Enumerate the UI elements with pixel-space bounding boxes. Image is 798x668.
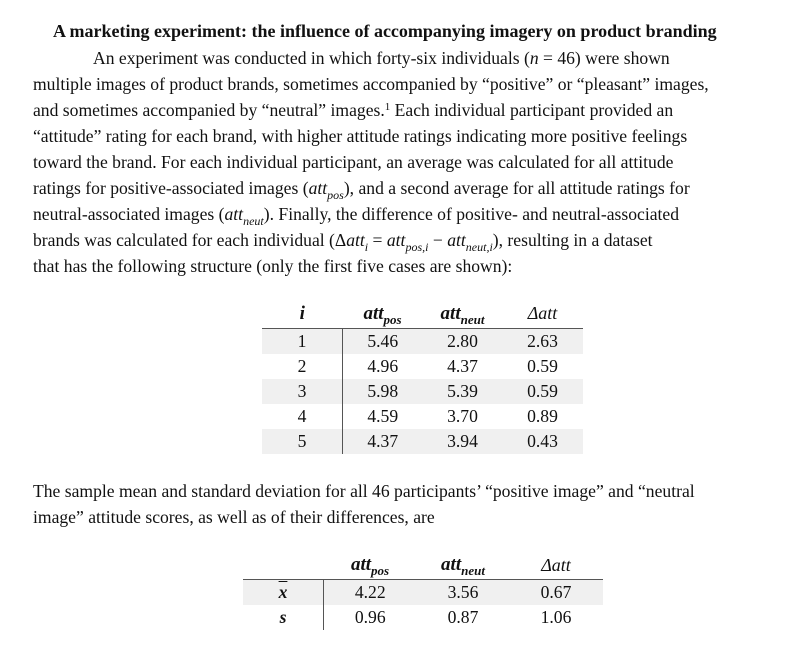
footnote-marker: 1: [384, 101, 391, 113]
text-line: and sometimes accompanied by “neutral” images.$^1$ Each individual participant provided an: [33, 100, 674, 120]
text-line: image” attitude scores, as well as of their differences, are: [33, 507, 435, 527]
row-label-mean: $\overline{x}$: [243, 580, 324, 606]
cell-att-neut: 3.94: [423, 429, 503, 454]
text-line: brands was calculated for each individual (Δatt$_i$ = att$_{pos,i}$ − att$_{neut,i}$), resulting in a dataset: [33, 230, 653, 254]
col-header-delta-att: Δatt: [510, 551, 603, 580]
col-header-att-pos: att$_{pos}$: [324, 551, 417, 580]
cell-att-pos: 5.98: [343, 379, 423, 404]
col-header-att-neut: att$_{neut}$: [423, 299, 503, 329]
cell-att-pos: 4.59: [367, 406, 399, 426]
col-header-att-neut: att$_{neut}$: [417, 551, 510, 580]
cell-delta-att: 0.43: [503, 429, 583, 454]
cell-att-neut: 3.70: [447, 406, 478, 426]
row-label-sd: s: [243, 605, 324, 630]
text-line: “attitude” rating for each brand, with higher attitude ratings indicating more positive feelings: [33, 126, 688, 146]
cell-delta-att: 1.06: [540, 607, 572, 627]
summary-table: [243, 551, 603, 630]
col-header-i: i: [262, 299, 343, 329]
text-line: that has the following structure (only the first five cases are shown):: [33, 256, 513, 276]
cell-delta-att: 0.67: [510, 580, 603, 606]
table-row: [262, 429, 583, 454]
intro-paragraph: [33, 45, 793, 279]
text-line: toward the brand. For each individual participant, an average was calculated for all attitude: [33, 152, 674, 172]
cell-att-pos: 4.96: [367, 356, 399, 376]
cell-att-neut: 3.56: [417, 580, 510, 606]
cell-i: 5: [262, 429, 343, 454]
table-row: [262, 354, 583, 379]
summary-paragraph: [33, 478, 793, 530]
col-header-delta-att: Δatt: [503, 299, 583, 329]
text-line: An experiment was conducted in which forty-six individuals (n = 46) were shown: [93, 48, 670, 68]
cell-delta-att: 2.63: [503, 329, 583, 355]
cell-att-neut: 2.80: [423, 329, 503, 355]
cases-table: [262, 299, 583, 454]
table-row-sd: [243, 605, 603, 630]
cell-att-pos: 4.37: [343, 429, 423, 454]
text-line: ratings for positive-associated images (att$_{pos}$), and a second average for all attitude ratings for: [33, 178, 690, 202]
cell-att-pos: 4.22: [324, 580, 417, 606]
cell-i: 3: [262, 379, 343, 404]
cell-i: 4: [262, 404, 343, 429]
text-line: neutral-associated images (att$_{neut}$). Finally, the difference of positive- and neutral-associated: [33, 204, 680, 228]
cell-i: 1: [262, 329, 343, 355]
text-line: The sample mean and standard deviation for all 46 participants’ “positive image” and “neutral: [33, 481, 695, 501]
cell-att-neut: 4.37: [447, 356, 478, 376]
cell-delta-att: 0.59: [527, 356, 558, 376]
cell-att-neut: 5.39: [423, 379, 503, 404]
document-title: A marketing experiment: the influence of accompanying imagery on product branding: [53, 21, 717, 41]
cell-i: 2: [262, 354, 343, 379]
table-row-mean: [243, 580, 603, 606]
cell-att-pos: 5.46: [343, 329, 423, 355]
text-line: multiple images of product brands, sometimes accompanied by “positive” or “pleasant” images,: [33, 74, 709, 94]
table-row: [262, 329, 583, 355]
col-header-blank: [243, 551, 324, 580]
cell-delta-att: 0.89: [527, 406, 558, 426]
col-header-att-pos: att$_{pos}$: [343, 299, 423, 329]
table-row: [262, 404, 583, 429]
cell-att-pos: 0.96: [354, 607, 386, 627]
cell-delta-att: 0.59: [503, 379, 583, 404]
table-row: [262, 379, 583, 404]
cell-att-neut: 0.87: [447, 607, 479, 627]
